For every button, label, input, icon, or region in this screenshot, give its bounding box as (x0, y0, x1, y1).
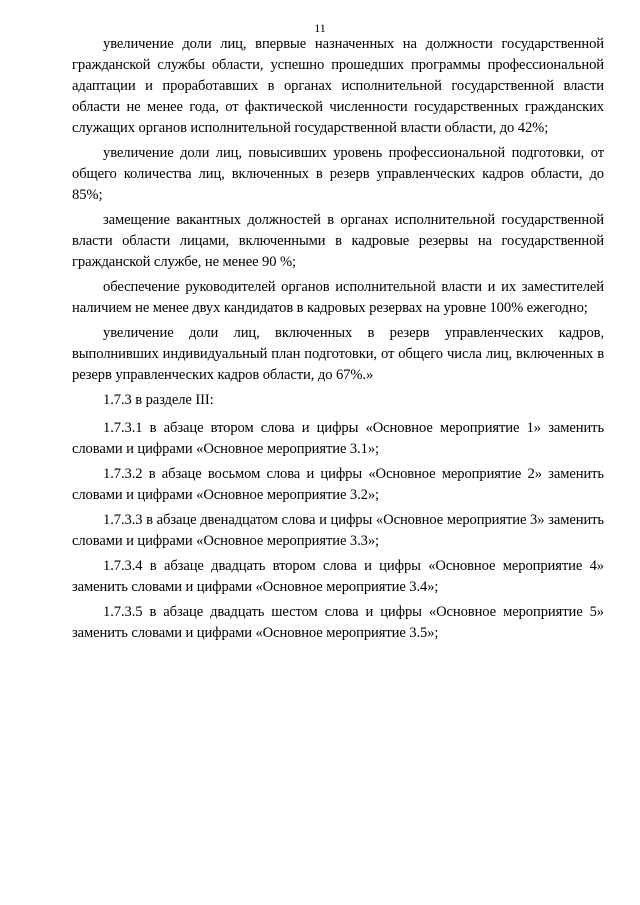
paragraph-amendment-3: 1.7.3.3 в абзаце двенадцатом слова и цифры «Основное мероприятие 3» заменить словами и цифрами «Основное мероприятие 3.3»; (72, 512, 604, 549)
paragraph-amendment-2: 1.7.3.2 в абзаце восьмом слова и цифры «Основное мероприятие 2» заменить словами и цифрами «Основное мероприятие 3.2»; (72, 466, 604, 503)
document-body (72, 34, 604, 648)
page-number: 11 (314, 21, 326, 35)
paragraph-amendment-4: 1.7.3.4 в абзаце двадцать втором слова и цифры «Основное мероприятие 4» заменить словами и цифрами «Основное мероприятие 3.4»; (72, 558, 604, 595)
paragraph-amendment-5: 1.7.3.5 в абзаце двадцать шестом слова и цифры «Основное мероприятие 5» заменить словами и цифрами «Основное мероприятие 3.5»; (72, 604, 604, 641)
paragraph-candidate-reserve: обеспечение руководителей органов исполнительной власти и их заместителей наличием не менее двух кандидатов в кадровых резервах на уровне 100% ежегодно; (72, 279, 604, 316)
paragraph-individual-plan: увеличение доли лиц, включенных в резерв управленческих кадров, выполнивших индивидуальный план подготовки, от общего числа лиц, включенных в резерв управленческих кадров области, до 67%.» (72, 325, 604, 383)
paragraph-civil-service-adaptation: увеличение доли лиц, впервые назначенных на должности государственной гражданской службы области, успешно прошедших программы профессиональной адаптации и проработавших в органах исполнительной государственной власти области не менее года, от фактической численности государственных гражданских служащих органов исполнительной государственной власти области, до 42%; (72, 36, 604, 136)
paragraph-vacancy-replacement: замещение вакантных должностей в органах исполнительной государственной власти области лицами, включенными в кадровые резервы на государственной гражданской службе, не менее 90 %; (72, 212, 604, 270)
paragraph-professional-training: увеличение доли лиц, повысивших уровень профессиональной подготовки, от общего количества лиц, включенных в резерв управленческих кадров области, до 85%; (72, 145, 604, 203)
paragraph-amendment-1: 1.7.3.1 в абзаце втором слова и цифры «Основное мероприятие 1» заменить словами и цифрами «Основное мероприятие 3.1»; (72, 420, 604, 457)
paragraph-section-heading: 1.7.3 в разделе III: (103, 392, 214, 408)
